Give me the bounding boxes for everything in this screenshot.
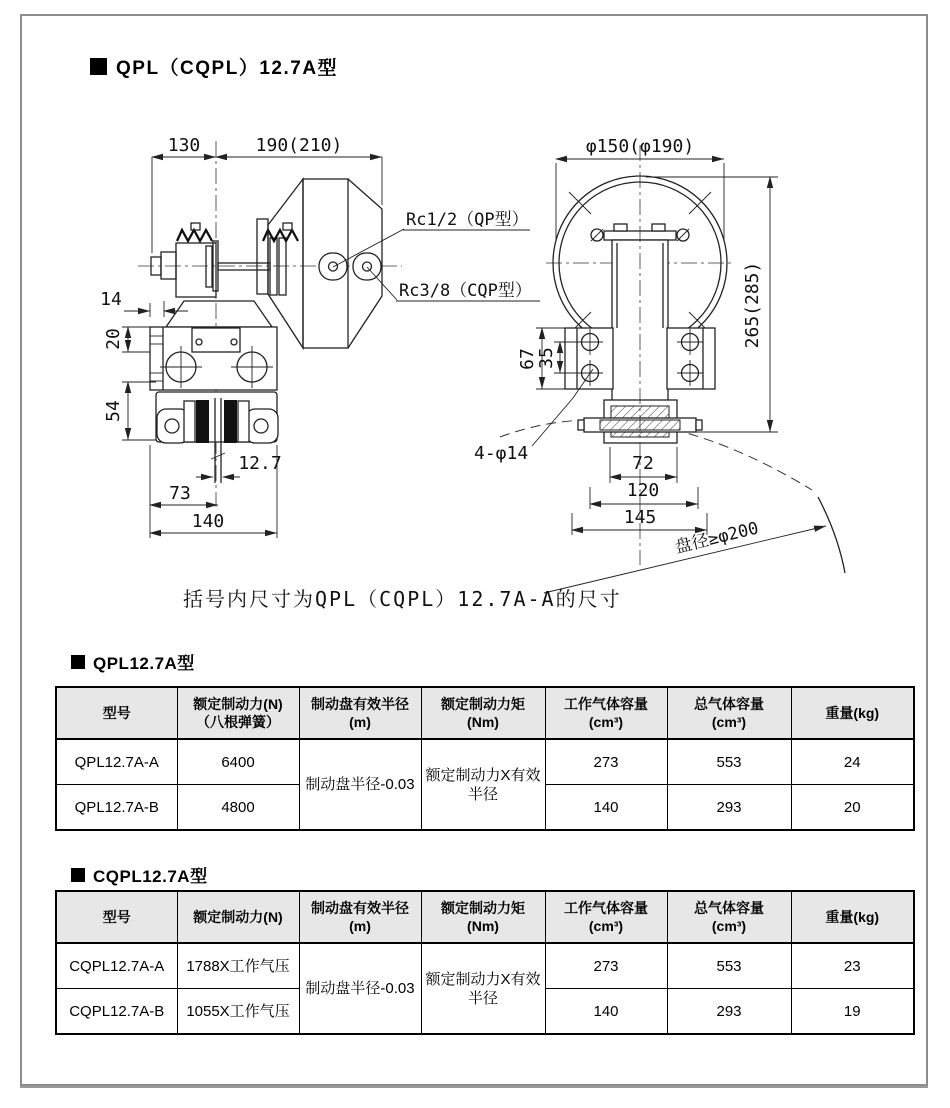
cell-model: QPL12.7A-A <box>56 739 177 785</box>
header-braking-torque: 额定制动力矩 (Nm) <box>421 891 545 943</box>
dim-72: 72 <box>632 453 654 474</box>
cell-weight: 20 <box>791 785 914 831</box>
cell-total-volume: 553 <box>667 943 791 989</box>
header-total-volume: 总气体容量 (cm³) <box>667 891 791 943</box>
dim-20: 20 <box>103 328 124 350</box>
header-weight: 重量(kg) <box>791 687 914 739</box>
port-label-cqp: Rc3/8（CQP型） <box>399 281 532 301</box>
drawing-note: 括号内尺寸为QPL（CQPL）12.7A-A的尺寸 <box>183 587 622 611</box>
cell-model: CQPL12.7A-B <box>56 989 177 1035</box>
cell-braking-force: 1788X工作气压 <box>177 943 299 989</box>
cell-working-volume: 273 <box>545 943 667 989</box>
cell-braking-force: 4800 <box>177 785 299 831</box>
dim-diameter: φ150(φ190) <box>585 136 695 157</box>
dim-120: 120 <box>626 480 660 501</box>
cell-working-volume: 273 <box>545 739 667 785</box>
section-heading-cqpl-text: CQPL12.7A型 <box>93 867 208 886</box>
qpl-spec-table <box>55 686 915 831</box>
holes-label: 4-φ14 <box>474 443 529 464</box>
cell-torque-formula: 额定制动力X有效半径 <box>421 739 545 830</box>
cell-effective-radius: 制动盘半径-0.03 <box>299 739 421 830</box>
front-view-drawing <box>474 136 845 593</box>
header-braking-force: 额定制动力(N) （八根弹簧） <box>177 687 299 739</box>
header-working-volume: 工作气体容量 (cm³) <box>545 891 667 943</box>
cell-total-volume: 553 <box>667 739 791 785</box>
side-view-drawing <box>100 135 540 538</box>
cell-working-volume: 140 <box>545 785 667 831</box>
dim-67: 67 <box>517 348 538 370</box>
dim-14: 14 <box>100 289 122 310</box>
cell-torque-formula: 额定制动力X有效半径 <box>421 943 545 1034</box>
section-marker-icon <box>71 868 85 882</box>
dim-145: 145 <box>623 507 657 528</box>
technical-drawing <box>0 115 950 615</box>
header-total-volume: 总气体容量 (cm³) <box>667 687 791 739</box>
header-effective-radius: 制动盘有效半径 (m) <box>299 687 421 739</box>
header-weight: 重量(kg) <box>791 891 914 943</box>
disc-diameter-note: 盘径≥φ200 <box>673 518 761 558</box>
table-header-row <box>56 687 914 739</box>
dim-130: 130 <box>167 135 201 156</box>
cqpl-spec-table <box>55 890 915 1035</box>
cell-model: QPL12.7A-B <box>56 785 177 831</box>
section-marker-icon <box>71 655 85 669</box>
header-working-volume: 工作气体容量 (cm³) <box>545 687 667 739</box>
cell-braking-force: 6400 <box>177 739 299 785</box>
page-title <box>90 53 338 80</box>
cell-weight: 24 <box>791 739 914 785</box>
dim-190-210: 190(210) <box>255 135 343 156</box>
header-effective-radius: 制动盘有效半径 (m) <box>299 891 421 943</box>
header-braking-force: 额定制动力(N) <box>177 891 299 943</box>
dim-35: 35 <box>536 347 557 369</box>
cell-working-volume: 140 <box>545 989 667 1035</box>
cell-total-volume: 293 <box>667 989 791 1035</box>
cell-weight: 23 <box>791 943 914 989</box>
section-heading-qpl <box>71 649 195 674</box>
header-model: 型号 <box>56 891 177 943</box>
table-row <box>56 943 914 989</box>
cell-model: CQPL12.7A-A <box>56 943 177 989</box>
dim-73: 73 <box>169 483 191 504</box>
section-marker-icon <box>90 58 107 75</box>
section-heading-cqpl <box>71 862 208 887</box>
dim-140: 140 <box>191 511 225 532</box>
page-title-text: QPL（CQPL）12.7A型 <box>116 58 339 79</box>
cell-effective-radius: 制动盘半径-0.03 <box>299 943 421 1034</box>
dim-54: 54 <box>103 400 124 422</box>
section-heading-qpl-text: QPL12.7A型 <box>93 654 195 673</box>
table-header-row <box>56 891 914 943</box>
dim-12-7: 12.7 <box>238 453 282 474</box>
cell-weight: 19 <box>791 989 914 1035</box>
header-model: 型号 <box>56 687 177 739</box>
header-braking-torque: 额定制动力矩 (Nm) <box>421 687 545 739</box>
cell-total-volume: 293 <box>667 785 791 831</box>
dim-265-285: 265(285) <box>742 261 763 349</box>
table-row <box>56 739 914 785</box>
port-label-qp: Rc1/2（QP型） <box>406 210 529 230</box>
cell-braking-force: 1055X工作气压 <box>177 989 299 1035</box>
